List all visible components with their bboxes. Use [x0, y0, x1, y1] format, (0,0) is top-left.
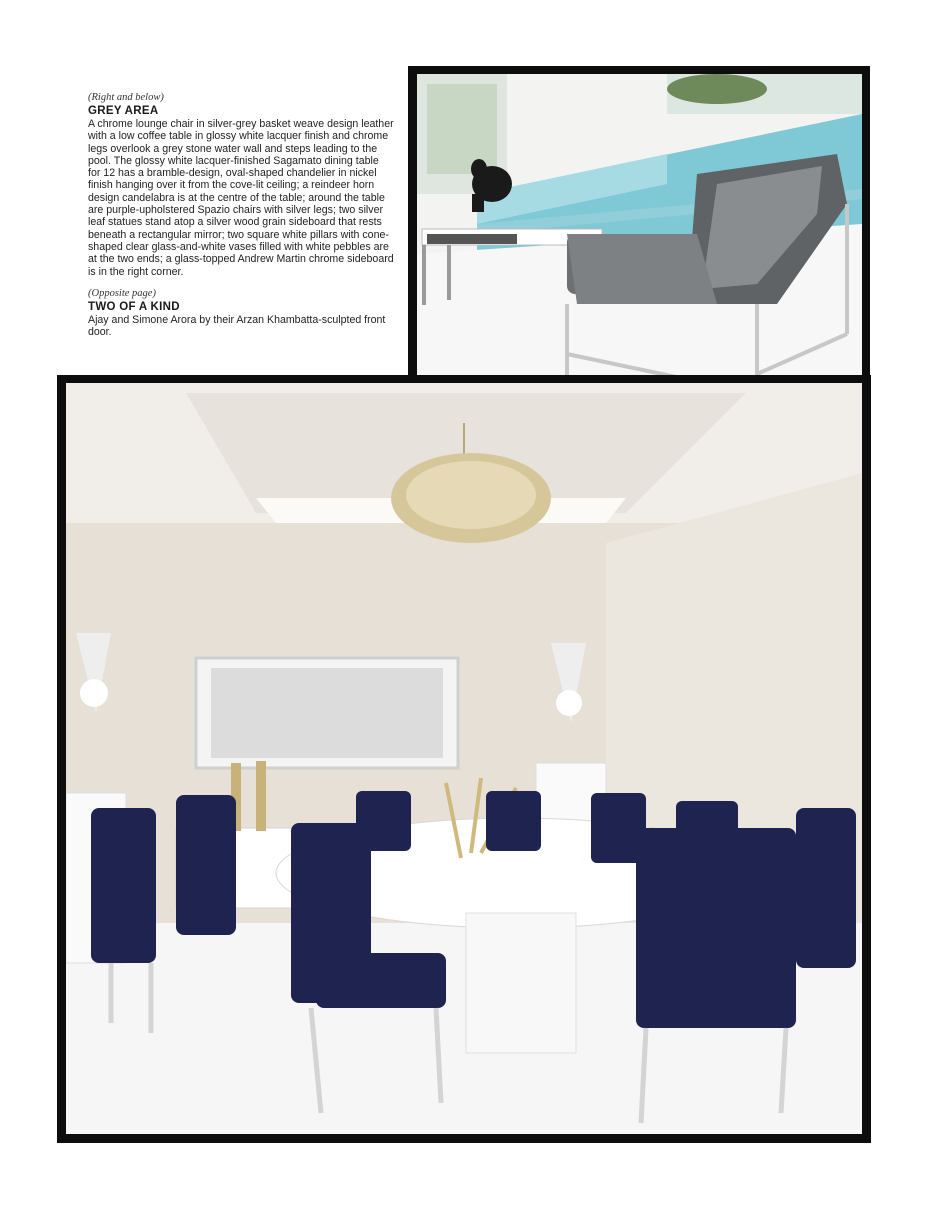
caption-body: A chrome lounge chair in silver-grey basket weave design leather with a low coffee table in glossy white lacquer finish and chrome legs overlook a grey stone water wall and steps leading to the pool. The glossy white lacquer-finished Sagamato dining table for 12 has a bramble-design, oval-shaped chandelier in nickel finish hanging over it from the cove-lit ceiling; a reindeer horn design candelabra is at the centre of the table; around the table are purple-upholstered Spazio chairs with silver legs; two silver leaf statues stand atop a silver wood grain sideboard that rests beneath a rectangular mirror; two square white pillars with cone-shaped clear glass-and-white vases filled with white pebbles are at the two ends; a glass-topped Andrew Martin chrome sideboard is in the right corner. [88, 118, 394, 278]
caption-body: Ajay and Simone Arora by their Arzan Khambatta-sculpted front door. [88, 313, 386, 339]
caption-grey-area [88, 92, 394, 278]
photo-lounge-chair [417, 74, 862, 420]
caption-two-of-a-kind [88, 288, 394, 339]
photo-lounge-chair-frame [408, 66, 870, 428]
photo-dining-room [66, 383, 862, 1134]
caption-kicker: (Opposite page) [88, 287, 156, 299]
caption-headline: GREY AREA [88, 105, 159, 117]
caption-kicker: (Right and below) [88, 92, 164, 103]
photo-dining-room-frame [57, 375, 871, 1143]
captions [88, 92, 394, 338]
caption-headline: TWO OF A KIND [88, 300, 180, 313]
